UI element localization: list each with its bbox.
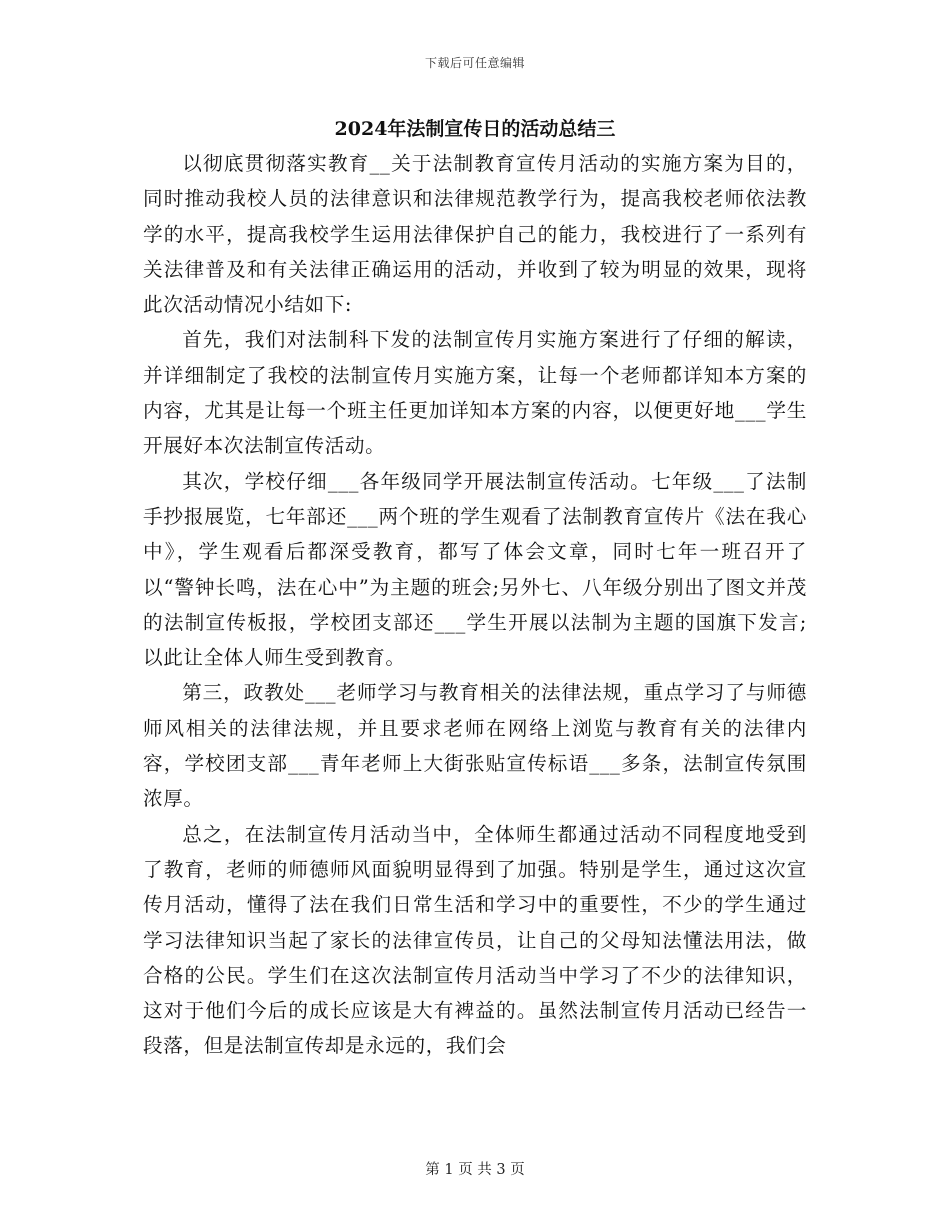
document-body: [143, 146, 807, 1064]
paragraph-summary: 总之，在法制宣传月活动当中，全体师生都通过活动不同程度地受到了教育，老师的师德师风面貌明显得到了加强。特别是学生，通过这次宣传月活动，懂得了法在我们日常生活和学习中的重要性，不少的学生通过学习法律知识当起了家长的法律宣传员，让自己的父母知法懂法用法，做合格的公民。学生们在这次法制宣传月活动当中学习了不少的法律知识，这对于他们今后的成长应该是大有裨益的。虽然法制宣传月活动已经告一段落，但是法制宣传却是永远的，我们会: [143, 822, 807, 1058]
document-title: 2024年法制宣传日的活动总结三: [334, 118, 616, 140]
header-note: 下载后可任意编辑: [424, 56, 525, 70]
page-number: 第 1 页 共 3 页: [425, 1162, 525, 1178]
paragraph-second: 其次，学校仔细___各年级同学开展法制宣传活动。七年级___了法制手抄报展览，七年部还___两个班的学生观看了法制教育宣传片《法在我心中》，学生观看后都深受教育，都写了体会文章，同时七年一班召开了以“警钟长鸣，法在心中”为主题的班会;另外七、八年级分别出了图文并茂的法制宣传板报，学校团支部还___学生开展以法制为主题的国旗下发言;以此让全体人师生受到教育。: [143, 469, 807, 670]
paragraph-first: 首先，我们对法制科下发的法制宣传月实施方案进行了仔细的解读，并详细制定了我校的法制宣传月实施方案，让每一个老师都详知本方案的内容，尤其是让每一个班主任更加详知本方案的内容，以便更好地___学生开展好本次法制宣传活动。: [143, 328, 807, 458]
paragraph-intro: 以彻底贯彻落实教育__关于法制教育宣传月活动的实施方案为目的，同时推动我校人员的法律意识和法律规范教学行为，提高我校老师依法教学的水平，提高我校学生运用法律保护自己的能力，我校进行了一系列有关法律普及和有关法律正确运用的活动，并收到了较为明显的效果，现将此次活动情况小结如下:: [143, 152, 807, 317]
paragraph-third: 第三，政教处___老师学习与教育相关的法律法规，重点学习了与师德师风相关的法律法规，并且要求老师在网络上浏览与教育有关的法律内容，学校团支部___青年老师上大街张贴宣传标语___多条，法制宣传氛围浓厚。: [143, 681, 807, 811]
